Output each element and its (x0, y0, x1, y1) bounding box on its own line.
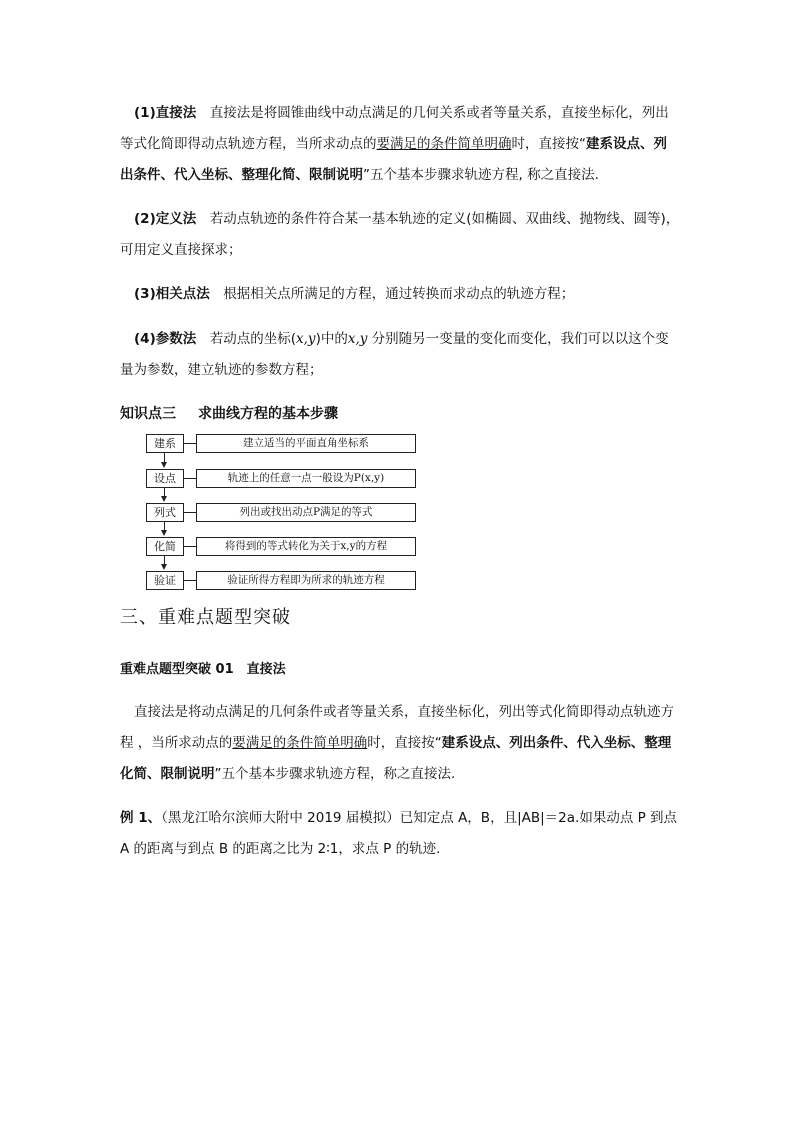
flow-connector (184, 546, 196, 547)
method-parameter-label: (4)参数法 (134, 331, 197, 347)
method-direct-text-a: 直接法是将圆锥曲线中动点满足的几何关系或者等量关系，直接坐标化，列出等式化简即得动点轨迹方程，当所求动点的 (120, 105, 669, 152)
method-parameter-text-a: 若动点的坐标( (209, 331, 297, 347)
knowledge-point-heading (120, 403, 338, 423)
method-related-label: (3)相关点法 (134, 286, 210, 302)
intro-bold-steps: 建系设点、列出条件、代入坐标、整理化简、限制说明 (120, 735, 672, 782)
section-title: 三、重难点题型突破 (120, 607, 291, 628)
method-direct-bold-steps: 建系设点、列出条件、代入坐标、整理化简、限制说明 (120, 136, 667, 183)
subsection-title: 重难点题型突破 01 直接法 (120, 662, 286, 677)
steps-flowchart (146, 434, 416, 594)
method-related-paragraph (120, 279, 680, 310)
intro-paragraph (120, 697, 680, 790)
flow-step-desc: 验证所得方程即为所求的轨迹方程 (196, 571, 416, 590)
intro-underline: 要满足的条件简单明确 (232, 735, 368, 751)
method-definition-label: (2)定义法 (134, 211, 197, 227)
flow-step-name: 设点 (146, 469, 184, 488)
example-label: 例 1、 (120, 810, 162, 826)
method-definition-text: 若动点轨迹的条件符合某一基本轨迹的定义(如椭圆、双曲线、抛物线、圆等)，可用定义直接探求； (120, 211, 680, 258)
flow-step-name: 验证 (146, 571, 184, 590)
flow-connector (184, 512, 196, 513)
method-parameter-paragraph (120, 324, 680, 386)
flow-arrow-head (161, 564, 167, 570)
flow-step-desc: 轨迹上的任意一点一般设为P(x,y) (196, 469, 416, 488)
method-direct-text-b: 时，直接按“ (511, 136, 586, 152)
method-parameter-text-b: )中的 (315, 331, 348, 347)
method-related-text: 根据相关点所满足的方程，通过转换而求动点的轨迹方程； (223, 286, 575, 302)
method-parameter-text-c: 分别随另一变量的变化而变化，我们可以以这个变量为参数，建立轨迹的参数方程； (120, 331, 669, 378)
method-direct-underline: 要满足的条件简单明确 (376, 136, 512, 152)
intro-text-b: 时，直接按“ (367, 735, 442, 751)
method-parameter-vars: x,y (347, 331, 368, 347)
method-parameter-coord: x,y (296, 331, 316, 347)
intro-text-a: 直接法是将动点满足的几何条件或者等量关系，直接坐标化，列出等式化简即得动点轨迹方程 ，当所求动点的 (120, 704, 674, 751)
flow-step-name: 列式 (146, 503, 184, 522)
flow-connector (184, 443, 196, 444)
method-definition-paragraph (120, 204, 680, 266)
method-direct-text-c: ”五个基本步骤求轨迹方程, 称之直接法. (363, 167, 599, 183)
flow-step-desc: 建立适当的平面直角坐标系 (196, 434, 416, 453)
example-text: （黑龙江哈尔滨师大附中 2019 届模拟）已知定点 A，B，且|AB|＝2a.如果动点 P 到点 A 的距离与到点 B 的距离之比为 2∶1，求点 P 的轨迹. (120, 810, 678, 857)
flow-arrow-head (161, 496, 167, 502)
knowledge-point-label: 知识点三 (120, 406, 176, 422)
method-direct-paragraph (120, 98, 680, 191)
flow-connector (184, 478, 196, 479)
knowledge-point-title: 求曲线方程的基本步骤 (198, 406, 338, 422)
intro-text-c: ”五个基本步骤求轨迹方程，称之直接法. (214, 766, 456, 782)
flow-step-desc: 列出或找出动点P满足的等式 (196, 503, 416, 522)
flow-connector (184, 580, 196, 581)
example-paragraph (120, 803, 680, 865)
method-direct-label: (1)直接法 (134, 105, 197, 121)
flow-step-name: 化简 (146, 537, 184, 556)
flow-arrow-head (161, 462, 167, 468)
flow-step-desc: 将得到的等式转化为关于x,y的方程 (196, 537, 416, 556)
flow-step-name: 建系 (146, 434, 184, 453)
flow-arrow-head (161, 530, 167, 536)
